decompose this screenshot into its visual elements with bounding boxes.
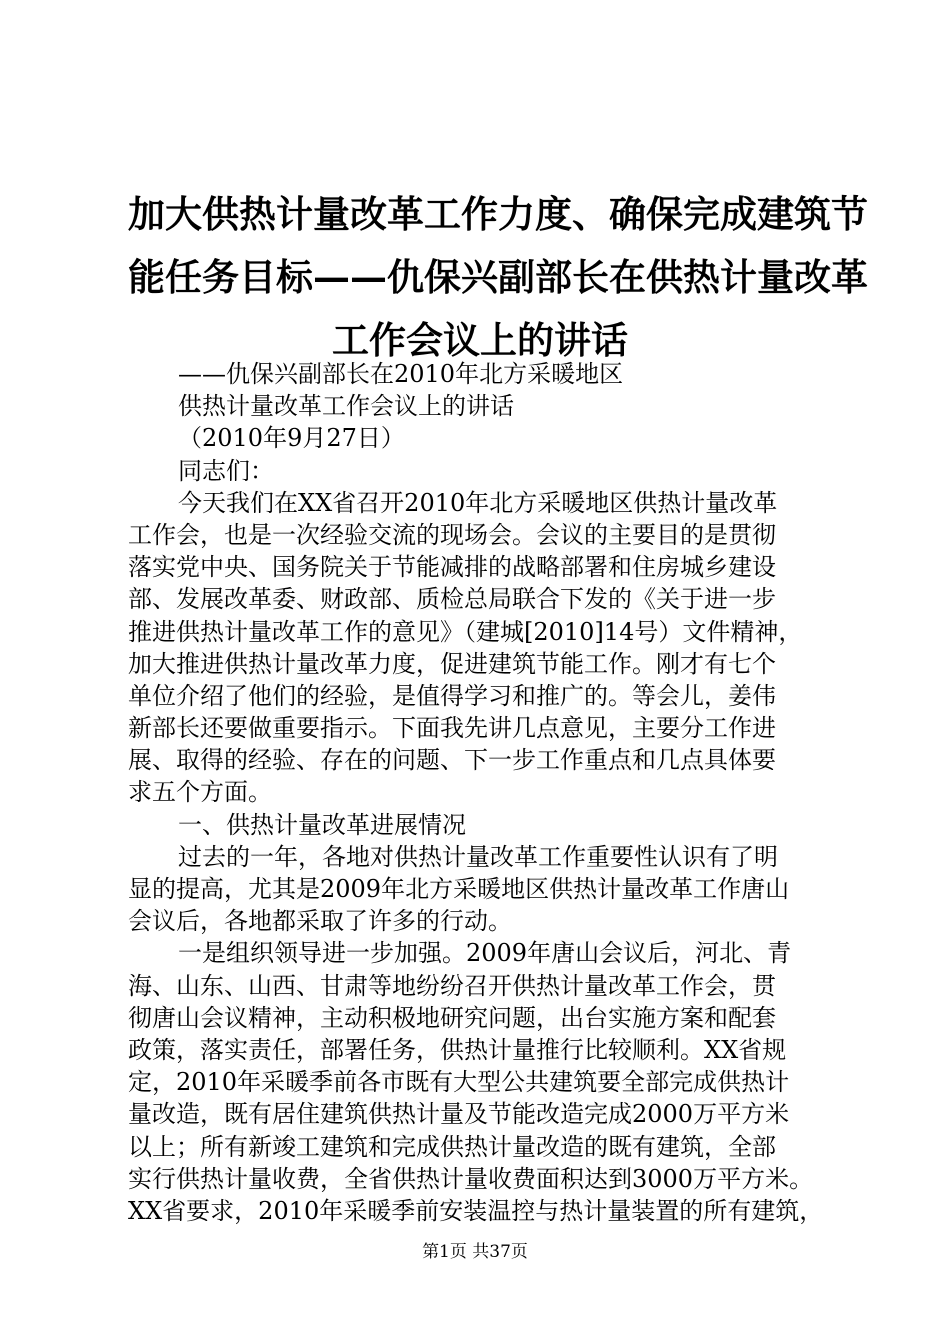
section-heading: 一、供热计量改革进展情况 [178, 810, 466, 839]
paragraph-line: 彻唐山会议精神，主动积极地研究问题，出台实施方案和配套 [128, 1003, 776, 1032]
paragraph-line: 部、发展改革委、财政部、质检总局联合下发的《关于进一步 [128, 585, 776, 614]
salutation: 同志们： [178, 456, 274, 485]
paragraph-line: 显的提高，尤其是2009年北方采暖地区供热计量改革工作唐山 [128, 875, 790, 903]
title-line: 能任务目标——仇保兴副部长在供热计量改革 [128, 255, 868, 299]
paragraph-line: 会议后，各地都采取了许多的行动。 [128, 907, 512, 936]
paragraph-line: 工作会，也是一次经验交流的现场会。会议的主要目的是贯彻 [128, 520, 776, 549]
paragraph-line: 以上；所有新竣工建筑和完成供热计量改造的既有建筑，全部 [128, 1132, 776, 1161]
document-body [128, 358, 840, 1227]
paragraph-line: 单位介绍了他们的经验，是值得学习和推广的。等会儿，姜伟 [128, 681, 776, 710]
paragraph-line: XX省要求，2010年采暖季前安装温控与热计量装置的所有建筑， [128, 1196, 824, 1225]
date-line: （2010年9月27日） [178, 424, 405, 453]
paragraph-line: 定，2010年采暖季前各市既有大型公共建筑要全部完成供热计 [128, 1068, 790, 1097]
paragraph-line: 展、取得的经验、存在的问题、下一步工作重点和几点具体要 [128, 746, 776, 775]
title-line: 工作会议上的讲话 [332, 318, 628, 362]
paragraph-line: 过去的一年，各地对供热计量改革工作重要性认识有了明 [178, 842, 778, 871]
title-line: 加大供热计量改革工作力度、确保完成建筑节 [128, 192, 868, 236]
paragraph-line: 求五个方面。 [128, 778, 272, 807]
paragraph-line: 一是组织领导进一步加强。2009年唐山会议后，河北、青 [178, 939, 792, 968]
paragraph-line: 新部长还要做重要指示。下面我先讲几点意见，主要分工作进 [128, 714, 776, 743]
paragraph-line: 加大推进供热计量改革力度，促进建筑节能工作。刚才有七个 [128, 649, 776, 678]
subtitle-line: ——仇保兴副部长在2010年北方采暖地区 [178, 360, 624, 388]
paragraph-line: 量改造，既有居住建筑供热计量及节能改造完成2000万平方米 [128, 1100, 790, 1129]
paragraph-line: 落实党中央、国务院关于节能减排的战略部署和住房城乡建设 [128, 553, 776, 582]
paragraph-line: 政策，落实责任，部署任务，供热计量推行比较顺利。XX省规 [128, 1035, 787, 1064]
document-title [128, 183, 868, 372]
paragraph-line: 实行供热计量收费，全省供热计量收费面积达到3000万平方米。 [128, 1164, 814, 1193]
paragraph-line: 海、山东、山西、甘肃等地纷纷召开供热计量改革工作会，贯 [128, 971, 776, 1000]
paragraph-line: 推进供热计量改革工作的意见》（建城[2010]14号）文件精神， [128, 617, 803, 646]
paragraph-line: 今天我们在XX省召开2010年北方采暖地区供热计量改革 [178, 488, 778, 517]
subtitle-line: 供热计量改革工作会议上的讲话 [178, 392, 514, 421]
page-footer: 第1页 共37页 [422, 1242, 528, 1262]
